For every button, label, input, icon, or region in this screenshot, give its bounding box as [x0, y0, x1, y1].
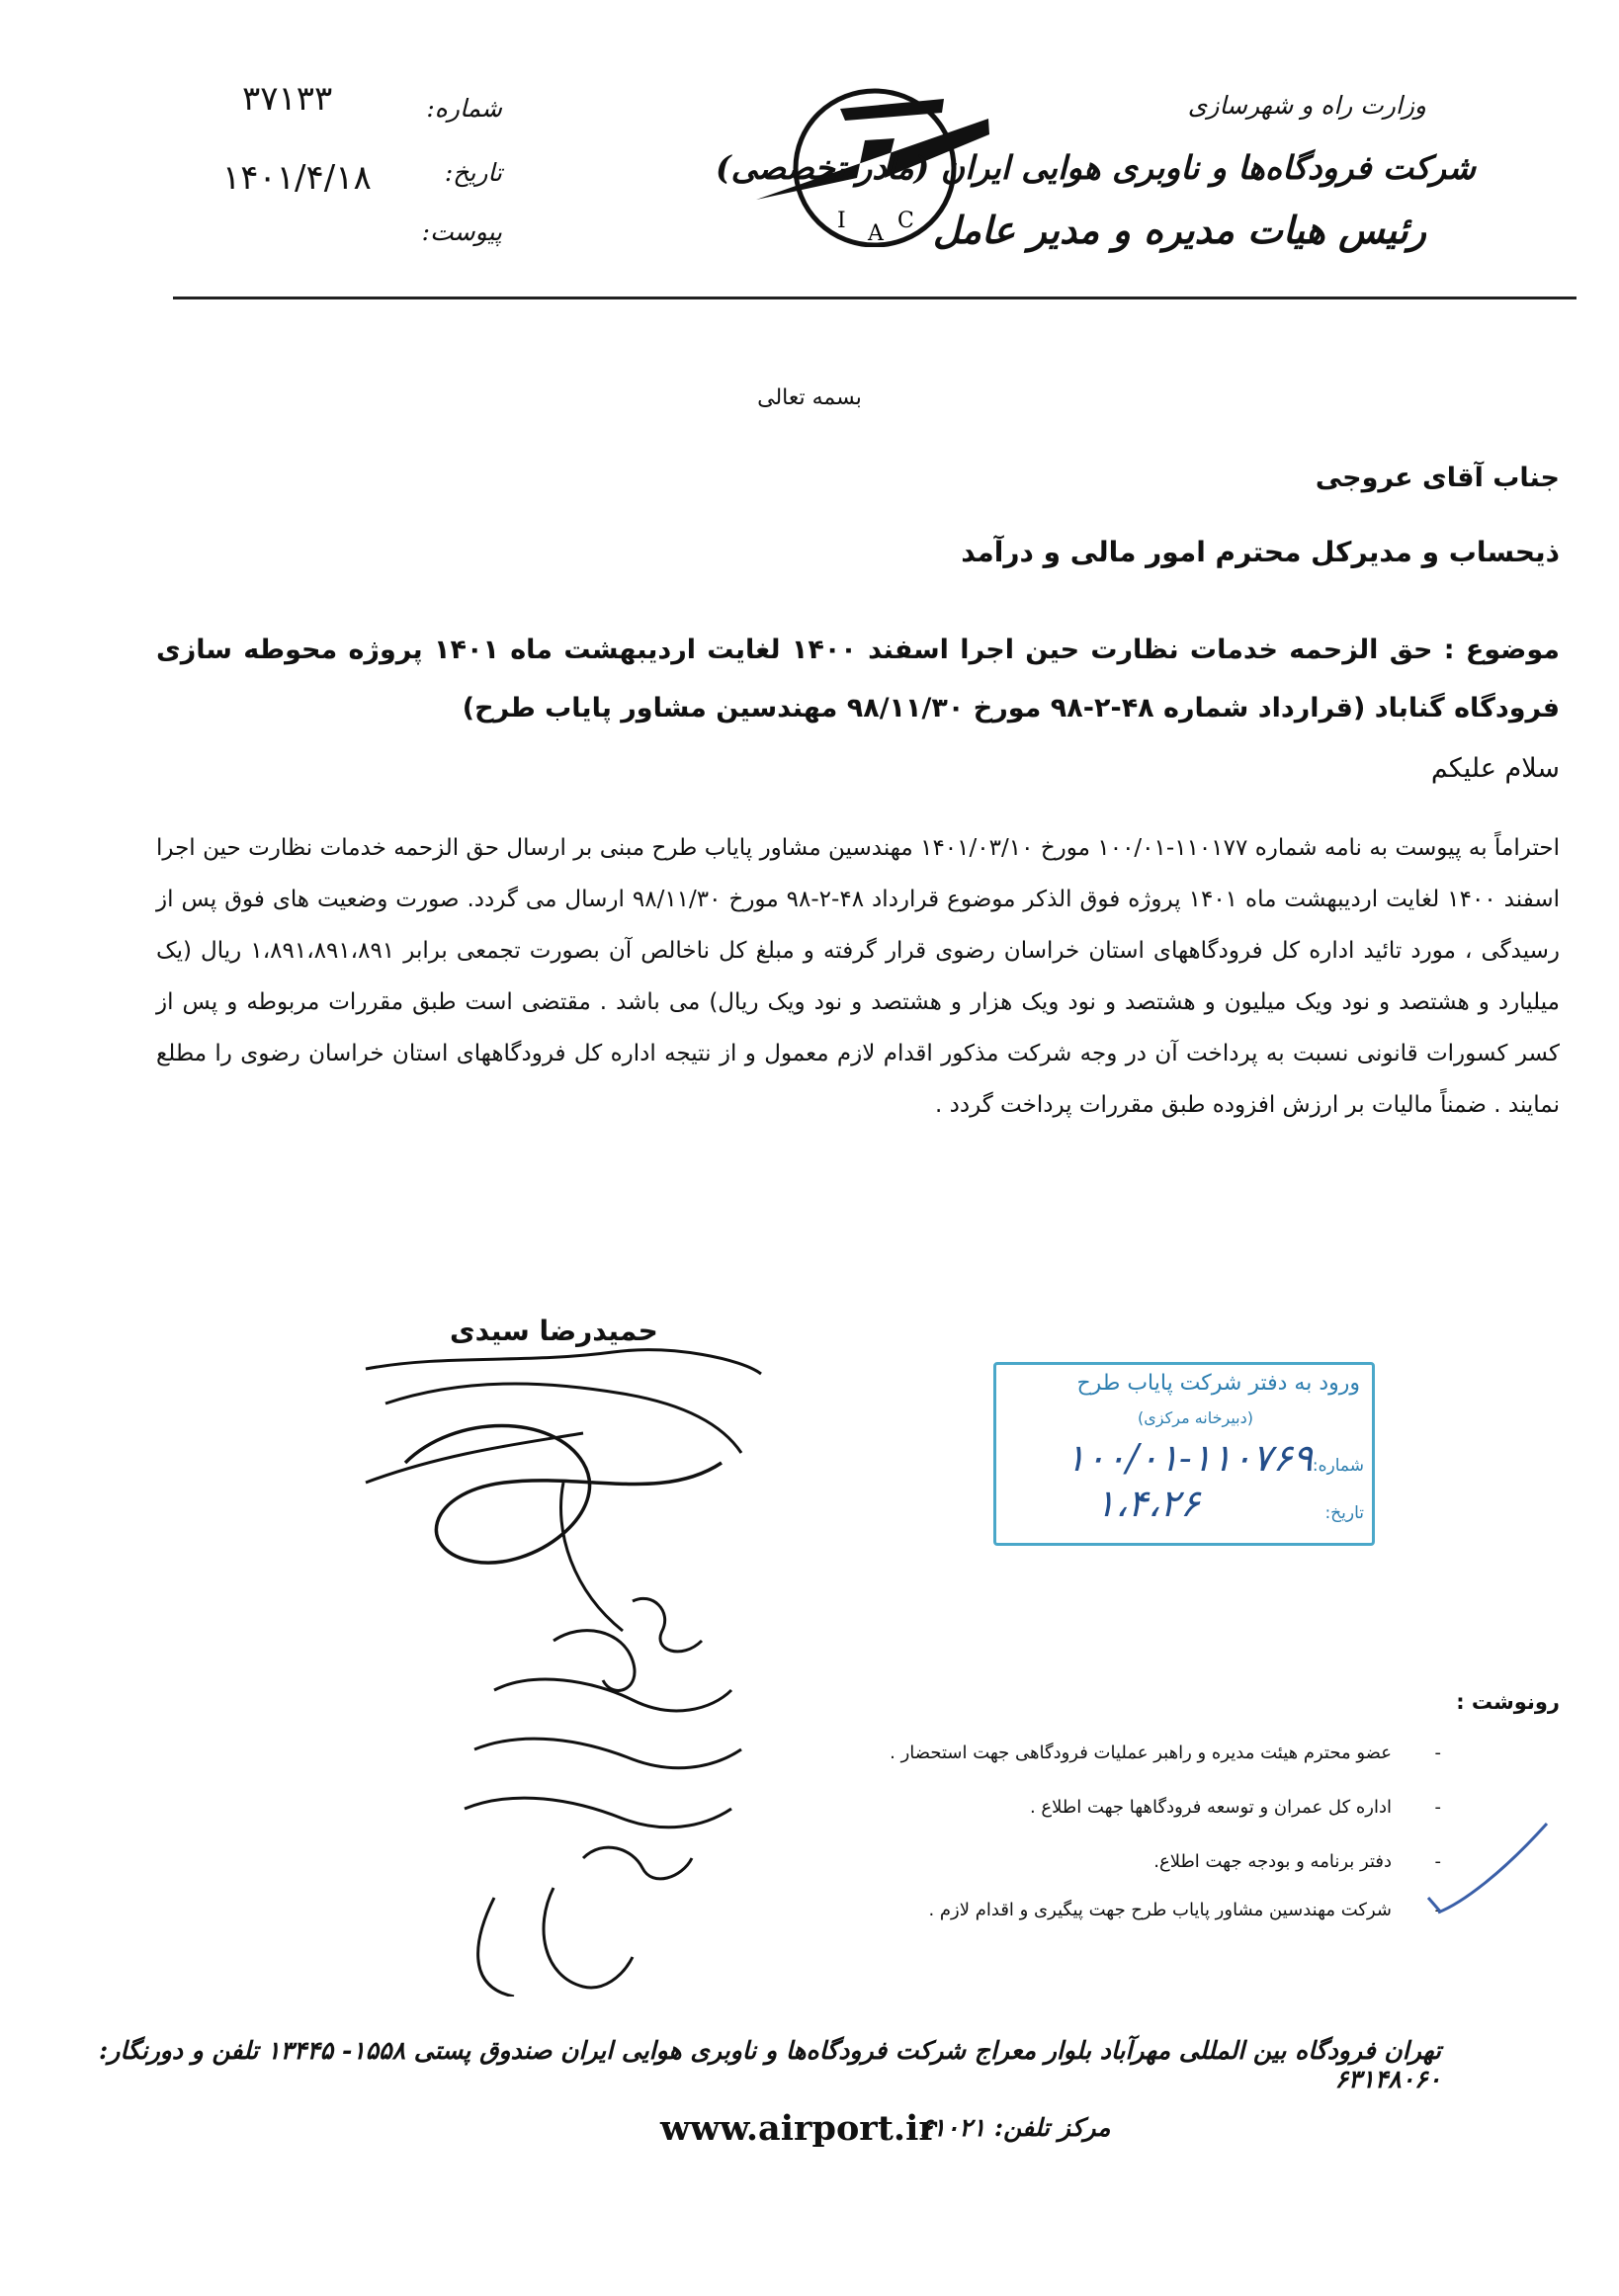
footer-website[interactable]: www.airport.ir	[660, 2108, 937, 2149]
number-label: شماره:	[426, 94, 502, 123]
signer-name: حمیدرضا سیدی	[450, 1315, 658, 1347]
addressee-name: جناب آقای عروجی	[1315, 463, 1560, 493]
handwritten-note	[435, 1581, 761, 1997]
cc-item: اداره کل عمران و توسعه فرودگاهها جهت اطلاع .	[1029, 1797, 1392, 1818]
date-value: ۱۴۰۱/۴/۱۸	[222, 158, 372, 198]
stamp-number-value: ۱۰۰/۰۱-۱۱۰۷۶۹	[1065, 1436, 1314, 1480]
cc-dash: -	[1434, 1851, 1441, 1872]
ceo-title: رئیس هیات مدیره و مدیر عامل	[932, 208, 1426, 252]
logo-letter-i: I	[837, 209, 846, 233]
cc-dash: -	[1434, 1797, 1441, 1818]
stamp-title: ورود به دفتر شرکت پایاب طرح	[1076, 1371, 1360, 1396]
stamp-subtitle: (دبیرخانه مرکزی)	[1138, 1408, 1253, 1427]
header-divider	[173, 297, 1576, 299]
letter-subject: موضوع : حق الزحمه خدمات نظارت حین اجرا اسفند ۱۴۰۰ لغایت اردیبهشت ماه ۱۴۰۱ پروژه محوطه سازی فرودگاه گناباد (قرارداد شماره ۴۸-۲-۹۸ مورخ ۹۸/۱۱/۳۰ مهندسین مشاور پایاب طرح)	[156, 635, 1561, 723]
cc-dash: -	[1434, 1900, 1441, 1920]
cc-title: رونوشت :	[1456, 1690, 1560, 1714]
received-stamp	[993, 1362, 1375, 1546]
cc-item: عضو محترم هیئت مدیره و راهبر عملیات فرودگاهی جهت استحضار .	[890, 1743, 1392, 1763]
company-name: شرکت فرودگاه‌ها و ناوبری هوایی ایران (مادر تخصصی)	[716, 148, 1476, 187]
attachment-label: پیوست:	[421, 217, 502, 246]
date-label: تاریخ:	[444, 158, 502, 187]
logo-letter-a: A	[868, 221, 884, 246]
stamp-date-value: ۱،۴،۲۶	[1095, 1482, 1201, 1525]
bismillah: بسمه تعالی	[757, 385, 862, 410]
logo-letter-c: C	[897, 209, 914, 233]
ministry-name: وزارت راه و شهرسازی	[1187, 91, 1426, 120]
footer-address: تهران فرودگاه بین المللی مهرآباد بلوار معراج شرکت فرودگاه‌ها و ناوبری هوایی ایران صندوق پستی ۱۵۵۸- ۱۳۴۴۵ تلفن و دورنگار: ۶۳۱۴۸۰۶۰	[99, 2036, 1441, 2093]
cc-item: شرکت مهندسین مشاور پایاب طرح جهت پیگیری و اقدام لازم .	[928, 1900, 1392, 1920]
footer-phone-center: مرکز تلفن: ۶۱۰۲۱	[919, 2113, 1111, 2142]
letterhead	[0, 0, 1619, 306]
addressee-title: ذیحساب و مدیرکل محترم امور مالی و درآمد	[961, 536, 1560, 568]
cc-dash: -	[1434, 1743, 1441, 1763]
check-mark	[1423, 1819, 1562, 1927]
cc-item: دفتر برنامه و بودجه جهت اطلاع.	[1153, 1851, 1392, 1872]
greeting: سلام علیکم	[1430, 753, 1560, 784]
body-paragraph: احتراماً به پیوست به نامه شماره ۱۱۰۱۷۷-۱۰۰/۰۱ مورخ ۱۴۰۱/۰۳/۱۰ مهندسین مشاور پایاب طرح مبنی بر ارسال حق الزحمه خدمات نظارت حین اجرا اسفند ۱۴۰۰ لغایت اردیبهشت ماه ۱۴۰۱ پروژه فوق الذکر موضوع قرارداد ۴۸-۲-۹۸ مورخ ۹۸/۱۱/۳۰ ارسال می گردد. صورت وضعیت های فوق پس از رسیدگی ، مورد تائید اداره کل فرودگاههای استان خراسان رضوی قرار گرفته و مبلغ کل ناخالص آن بصورت تجمعی برابر ۱،۸۹۱،۸۹۱،۸۹۱ ریال (یک میلیارد و هشتصد و نود ویک میلیون و هشتصد و نود ویک هزار و هشتصد و نود ویک ریال) می باشد . مقتضی است طبق مقررات مربوطه و پس از کسر کسورات قانونی نسبت به پرداخت آن در وجه شرکت مذکور اقدام لازم معمول و از نتیجه اداره کل فرودگاههای استان خراسان رضوی را مطلع نمایند . ضمناً مالیات بر ارزش افزوده طبق مقررات پرداخت گردد .	[156, 835, 1561, 1118]
stamp-date-label: تاریخ:	[1324, 1503, 1364, 1523]
number-value: ۳۷۱۳۳	[242, 79, 333, 119]
stamp-number-label: شماره:	[1312, 1456, 1364, 1476]
